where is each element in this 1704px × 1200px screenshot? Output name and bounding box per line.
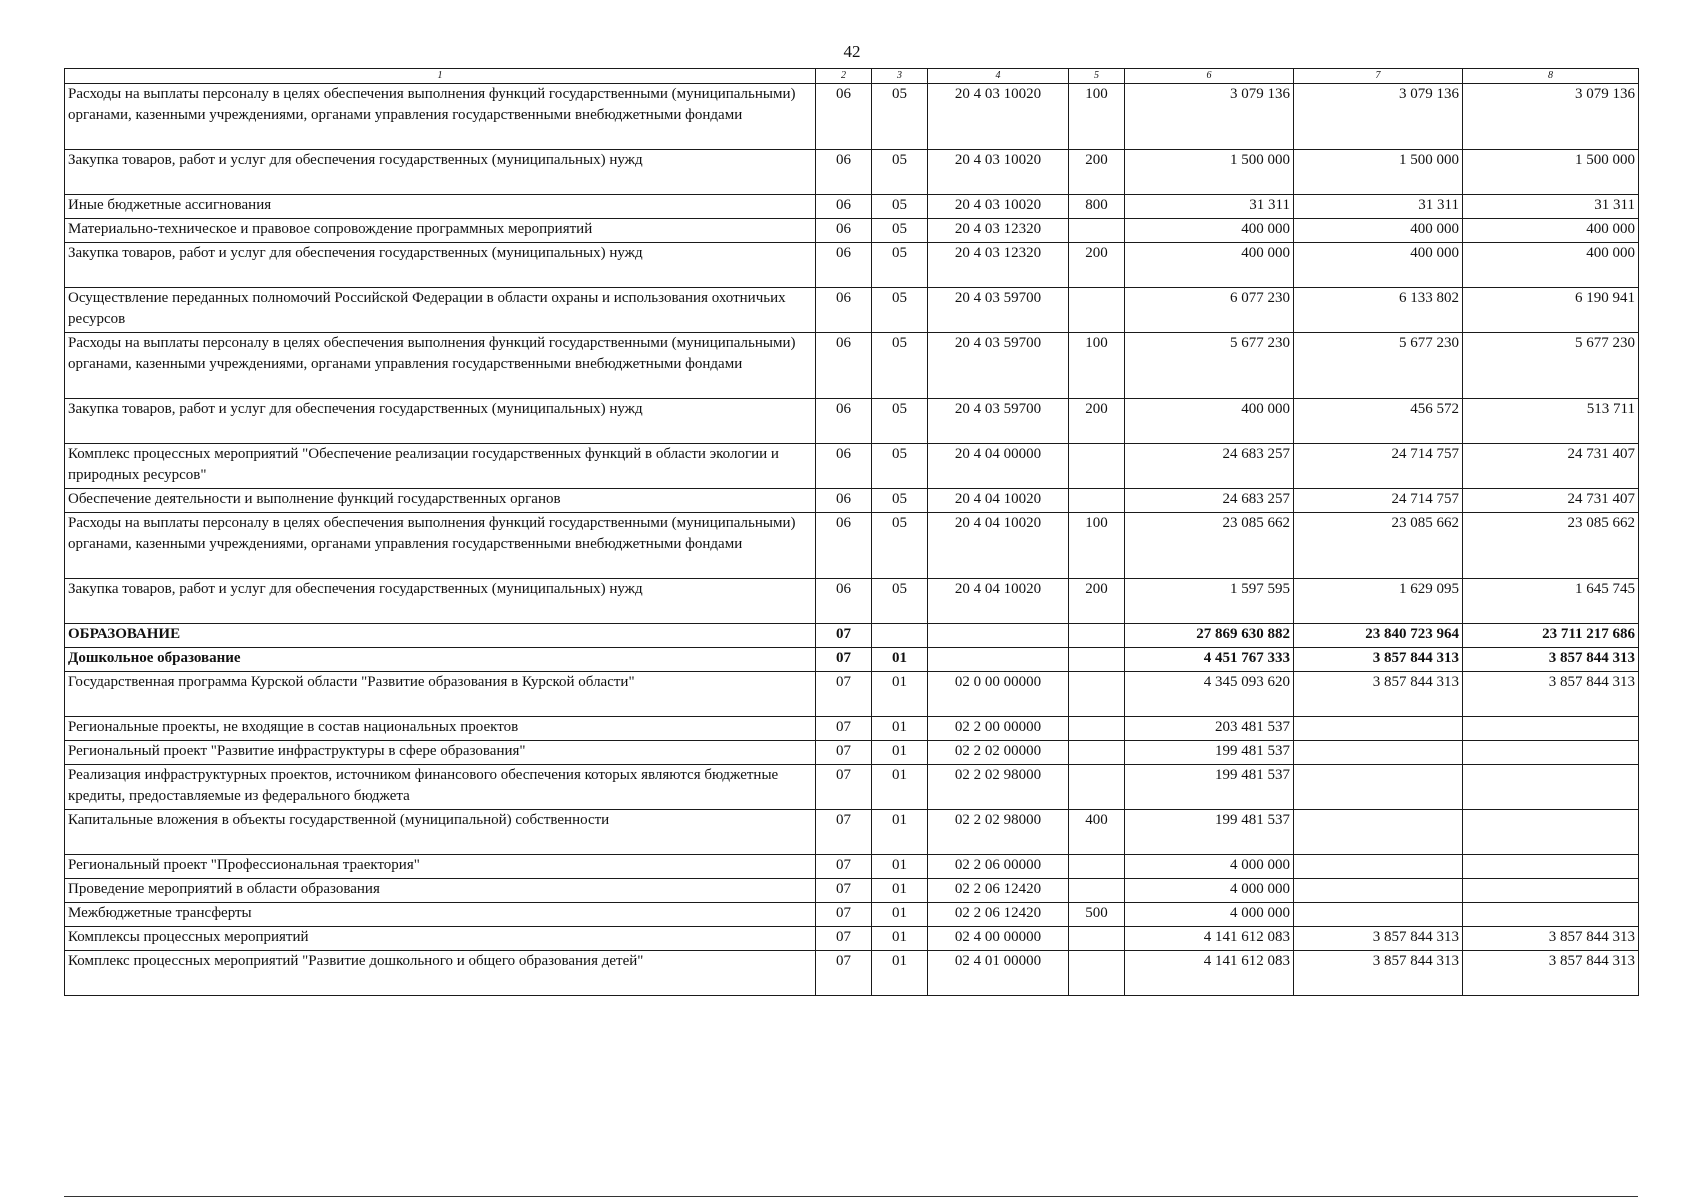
row-name: Межбюджетные трансферты [65, 903, 816, 927]
table-row [65, 624, 1639, 648]
amount-col-7 [1294, 741, 1463, 765]
expense-type-code: 200 [1069, 399, 1125, 444]
amount-col-8 [1463, 903, 1639, 927]
expense-type-code: 100 [1069, 513, 1125, 579]
target-article-code: 20 4 03 10020 [928, 195, 1069, 219]
table-row [65, 927, 1639, 951]
target-article-code: 02 2 06 12420 [928, 903, 1069, 927]
subsection-code: 01 [872, 903, 928, 927]
target-article-code: 02 2 02 98000 [928, 765, 1069, 810]
subsection-code: 01 [872, 741, 928, 765]
table-row [65, 444, 1639, 489]
table-row [65, 951, 1639, 996]
row-name: Государственная программа Курской области "Развитие образования в Курской области" [65, 672, 816, 717]
row-name: Региональные проекты, не входящие в состав национальных проектов [65, 717, 816, 741]
bottom-rule [64, 1196, 1638, 1197]
table-row [65, 810, 1639, 855]
amount-col-7 [1294, 879, 1463, 903]
table-row [65, 513, 1639, 579]
table-row [65, 765, 1639, 810]
expense-type-code [1069, 927, 1125, 951]
row-name: Комплекс процессных мероприятий "Развитие дошкольного и общего образования детей" [65, 951, 816, 996]
subsection-code: 05 [872, 288, 928, 333]
section-code: 07 [816, 672, 872, 717]
amount-col-6: 4 345 093 620 [1125, 672, 1294, 717]
amount-col-6: 23 085 662 [1125, 513, 1294, 579]
target-article-code: 02 2 00 00000 [928, 717, 1069, 741]
amount-col-6: 199 481 537 [1125, 810, 1294, 855]
amount-col-7: 3 857 844 313 [1294, 648, 1463, 672]
expense-type-code: 500 [1069, 903, 1125, 927]
amount-col-8: 3 857 844 313 [1463, 951, 1639, 996]
target-article-code: 02 4 01 00000 [928, 951, 1069, 996]
amount-col-6: 27 869 630 882 [1125, 624, 1294, 648]
table-body [65, 84, 1639, 996]
expense-type-code [1069, 672, 1125, 717]
subsection-code: 01 [872, 672, 928, 717]
expense-type-code: 100 [1069, 84, 1125, 150]
amount-col-8: 3 857 844 313 [1463, 927, 1639, 951]
section-code: 07 [816, 879, 872, 903]
expense-type-code: 100 [1069, 333, 1125, 399]
expense-type-code: 800 [1069, 195, 1125, 219]
row-name: Капитальные вложения в объекты государственной (муниципальной) собственности [65, 810, 816, 855]
subsection-code: 05 [872, 399, 928, 444]
column-header: 2 [816, 69, 872, 84]
row-name: Осуществление переданных полномочий Российской Федерации в области охраны и использования охотничьих ресурсов [65, 288, 816, 333]
section-code: 06 [816, 513, 872, 579]
amount-col-7 [1294, 717, 1463, 741]
target-article-code: 20 4 03 10020 [928, 84, 1069, 150]
section-code: 06 [816, 288, 872, 333]
subsection-code: 05 [872, 243, 928, 288]
target-article-code: 20 4 03 59700 [928, 288, 1069, 333]
amount-col-6: 1 597 595 [1125, 579, 1294, 624]
amount-col-6: 4 000 000 [1125, 855, 1294, 879]
target-article-code: 02 2 06 00000 [928, 855, 1069, 879]
expense-type-code [1069, 855, 1125, 879]
amount-col-6: 4 000 000 [1125, 903, 1294, 927]
subsection-code: 01 [872, 951, 928, 996]
expense-type-code: 200 [1069, 150, 1125, 195]
amount-col-7 [1294, 855, 1463, 879]
expense-type-code [1069, 444, 1125, 489]
amount-col-7: 24 714 757 [1294, 444, 1463, 489]
table-row [65, 579, 1639, 624]
amount-col-6: 199 481 537 [1125, 765, 1294, 810]
target-article-code: 20 4 03 12320 [928, 219, 1069, 243]
subsection-code: 05 [872, 444, 928, 489]
section-code: 06 [816, 579, 872, 624]
section-code: 07 [816, 624, 872, 648]
row-name: Обеспечение деятельности и выполнение функций государственных органов [65, 489, 816, 513]
row-name: Расходы на выплаты персоналу в целях обеспечения выполнения функций государственными (муниципальными) органами, казенными учреждениями, органами управления государственными внебюджетными фондами [65, 84, 816, 150]
section-code: 07 [816, 903, 872, 927]
section-code: 06 [816, 84, 872, 150]
expense-type-code [1069, 765, 1125, 810]
amount-col-8: 400 000 [1463, 219, 1639, 243]
amount-col-8 [1463, 810, 1639, 855]
subsection-code: 05 [872, 195, 928, 219]
amount-col-8: 1 645 745 [1463, 579, 1639, 624]
section-code: 07 [816, 951, 872, 996]
amount-col-7: 456 572 [1294, 399, 1463, 444]
subsection-code: 01 [872, 717, 928, 741]
expense-type-code: 200 [1069, 243, 1125, 288]
section-code: 07 [816, 648, 872, 672]
target-article-code: 20 4 03 12320 [928, 243, 1069, 288]
section-code: 06 [816, 195, 872, 219]
row-name: Иные бюджетные ассигнования [65, 195, 816, 219]
amount-col-8: 24 731 407 [1463, 444, 1639, 489]
target-article-code: 20 4 03 10020 [928, 150, 1069, 195]
section-code: 06 [816, 150, 872, 195]
column-header: 7 [1294, 69, 1463, 84]
amount-col-8: 23 711 217 686 [1463, 624, 1639, 648]
amount-col-6: 203 481 537 [1125, 717, 1294, 741]
column-header: 3 [872, 69, 928, 84]
amount-col-8: 3 079 136 [1463, 84, 1639, 150]
amount-col-6: 4 451 767 333 [1125, 648, 1294, 672]
section-code: 07 [816, 810, 872, 855]
row-name: Региональный проект "Развитие инфраструктуры в сфере образования" [65, 741, 816, 765]
amount-col-8: 24 731 407 [1463, 489, 1639, 513]
amount-col-8: 5 677 230 [1463, 333, 1639, 399]
amount-col-7: 3 857 844 313 [1294, 951, 1463, 996]
subsection-code: 01 [872, 879, 928, 903]
expense-type-code [1069, 717, 1125, 741]
expense-type-code: 200 [1069, 579, 1125, 624]
amount-col-8 [1463, 765, 1639, 810]
expense-type-code [1069, 648, 1125, 672]
subsection-code: 01 [872, 810, 928, 855]
subsection-code: 05 [872, 150, 928, 195]
target-article-code: 20 4 03 59700 [928, 333, 1069, 399]
amount-col-8: 3 857 844 313 [1463, 648, 1639, 672]
target-article-code: 02 2 06 12420 [928, 879, 1069, 903]
target-article-code [928, 624, 1069, 648]
row-name: Закупка товаров, работ и услуг для обеспечения государственных (муниципальных) нужд [65, 243, 816, 288]
amount-col-8 [1463, 879, 1639, 903]
row-name: Региональный проект "Профессиональная траектория" [65, 855, 816, 879]
amount-col-6: 24 683 257 [1125, 489, 1294, 513]
subsection-code: 01 [872, 765, 928, 810]
table-row [65, 399, 1639, 444]
target-article-code: 20 4 03 59700 [928, 399, 1069, 444]
amount-col-6: 4 000 000 [1125, 879, 1294, 903]
amount-col-6: 3 079 136 [1125, 84, 1294, 150]
target-article-code: 02 4 00 00000 [928, 927, 1069, 951]
amount-col-7: 1 629 095 [1294, 579, 1463, 624]
table-row [65, 741, 1639, 765]
amount-col-6: 6 077 230 [1125, 288, 1294, 333]
expense-type-code [1069, 624, 1125, 648]
table-row [65, 150, 1639, 195]
amount-col-8: 31 311 [1463, 195, 1639, 219]
expense-type-code: 400 [1069, 810, 1125, 855]
section-code: 06 [816, 444, 872, 489]
row-name: Закупка товаров, работ и услуг для обеспечения государственных (муниципальных) нужд [65, 579, 816, 624]
amount-col-6: 24 683 257 [1125, 444, 1294, 489]
row-name: Расходы на выплаты персоналу в целях обеспечения выполнения функций государственными (муниципальными) органами, казенными учреждениями, органами управления государственными внебюджетными фондами [65, 513, 816, 579]
row-name: Материально-техническое и правовое сопровождение программных мероприятий [65, 219, 816, 243]
target-article-code: 20 4 04 10020 [928, 513, 1069, 579]
table-row [65, 648, 1639, 672]
table-row [65, 333, 1639, 399]
subsection-code: 01 [872, 648, 928, 672]
table-row [65, 288, 1639, 333]
amount-col-7 [1294, 810, 1463, 855]
expense-type-code [1069, 741, 1125, 765]
amount-col-8 [1463, 855, 1639, 879]
budget-table [64, 68, 1639, 996]
amount-col-8: 1 500 000 [1463, 150, 1639, 195]
amount-col-7: 3 079 136 [1294, 84, 1463, 150]
amount-col-6: 1 500 000 [1125, 150, 1294, 195]
amount-col-7: 6 133 802 [1294, 288, 1463, 333]
subsection-code: 05 [872, 489, 928, 513]
amount-col-8: 23 085 662 [1463, 513, 1639, 579]
amount-col-6: 400 000 [1125, 219, 1294, 243]
column-number-row [65, 69, 1639, 84]
amount-col-7: 23 840 723 964 [1294, 624, 1463, 648]
row-name: ОБРАЗОВАНИЕ [65, 624, 816, 648]
row-name: Реализация инфраструктурных проектов, источником финансового обеспечения которых являются бюджетные кредиты, предоставляемые из федерального бюджета [65, 765, 816, 810]
row-name: Закупка товаров, работ и услуг для обеспечения государственных (муниципальных) нужд [65, 150, 816, 195]
amount-col-7: 31 311 [1294, 195, 1463, 219]
section-code: 07 [816, 717, 872, 741]
section-code: 07 [816, 927, 872, 951]
section-code: 06 [816, 243, 872, 288]
section-code: 07 [816, 855, 872, 879]
amount-col-7: 3 857 844 313 [1294, 672, 1463, 717]
amount-col-6: 5 677 230 [1125, 333, 1294, 399]
table-row [65, 903, 1639, 927]
amount-col-8: 513 711 [1463, 399, 1639, 444]
column-header: 4 [928, 69, 1069, 84]
expense-type-code [1069, 219, 1125, 243]
page-number: 42 [843, 42, 861, 61]
row-name: Комплексы процессных мероприятий [65, 927, 816, 951]
amount-col-6: 400 000 [1125, 243, 1294, 288]
section-code: 07 [816, 765, 872, 810]
table-row [65, 855, 1639, 879]
expense-type-code [1069, 489, 1125, 513]
section-code: 06 [816, 333, 872, 399]
amount-col-6: 31 311 [1125, 195, 1294, 219]
table-row [65, 672, 1639, 717]
amount-col-8: 400 000 [1463, 243, 1639, 288]
expense-type-code [1069, 288, 1125, 333]
amount-col-8: 3 857 844 313 [1463, 672, 1639, 717]
subsection-code: 05 [872, 333, 928, 399]
subsection-code [872, 624, 928, 648]
amount-col-7: 3 857 844 313 [1294, 927, 1463, 951]
row-name: Дошкольное образование [65, 648, 816, 672]
row-name: Расходы на выплаты персоналу в целях обеспечения выполнения функций государственными (муниципальными) органами, казенными учреждениями, органами управления государственными внебюджетными фондами [65, 333, 816, 399]
target-article-code: 02 0 00 00000 [928, 672, 1069, 717]
table-row [65, 489, 1639, 513]
target-article-code: 20 4 04 10020 [928, 579, 1069, 624]
amount-col-6: 400 000 [1125, 399, 1294, 444]
table-row [65, 219, 1639, 243]
section-code: 06 [816, 219, 872, 243]
target-article-code: 20 4 04 00000 [928, 444, 1069, 489]
amount-col-8: 6 190 941 [1463, 288, 1639, 333]
column-header: 6 [1125, 69, 1294, 84]
expense-type-code [1069, 879, 1125, 903]
section-code: 06 [816, 399, 872, 444]
subsection-code: 05 [872, 579, 928, 624]
target-article-code: 20 4 04 10020 [928, 489, 1069, 513]
row-name: Проведение мероприятий в области образования [65, 879, 816, 903]
subsection-code: 01 [872, 927, 928, 951]
target-article-code [928, 648, 1069, 672]
amount-col-8 [1463, 717, 1639, 741]
table-row [65, 717, 1639, 741]
column-header: 1 [65, 69, 816, 84]
amount-col-6: 4 141 612 083 [1125, 951, 1294, 996]
amount-col-7 [1294, 903, 1463, 927]
row-name: Закупка товаров, работ и услуг для обеспечения государственных (муниципальных) нужд [65, 399, 816, 444]
amount-col-7: 400 000 [1294, 219, 1463, 243]
subsection-code: 05 [872, 219, 928, 243]
target-article-code: 02 2 02 00000 [928, 741, 1069, 765]
amount-col-7: 400 000 [1294, 243, 1463, 288]
section-code: 07 [816, 741, 872, 765]
amount-col-6: 199 481 537 [1125, 741, 1294, 765]
amount-col-6: 4 141 612 083 [1125, 927, 1294, 951]
table-row [65, 84, 1639, 150]
amount-col-7: 24 714 757 [1294, 489, 1463, 513]
column-header: 8 [1463, 69, 1639, 84]
subsection-code: 01 [872, 855, 928, 879]
subsection-code: 05 [872, 513, 928, 579]
section-code: 06 [816, 489, 872, 513]
amount-col-7: 23 085 662 [1294, 513, 1463, 579]
expense-type-code [1069, 951, 1125, 996]
amount-col-7 [1294, 765, 1463, 810]
table-row [65, 195, 1639, 219]
row-name: Комплекс процессных мероприятий "Обеспечение реализации государственных функций в области экологии и природных ресурсов" [65, 444, 816, 489]
column-header: 5 [1069, 69, 1125, 84]
amount-col-7: 5 677 230 [1294, 333, 1463, 399]
subsection-code: 05 [872, 84, 928, 150]
table-row [65, 243, 1639, 288]
amount-col-8 [1463, 741, 1639, 765]
amount-col-7: 1 500 000 [1294, 150, 1463, 195]
table-row [65, 879, 1639, 903]
target-article-code: 02 2 02 98000 [928, 810, 1069, 855]
